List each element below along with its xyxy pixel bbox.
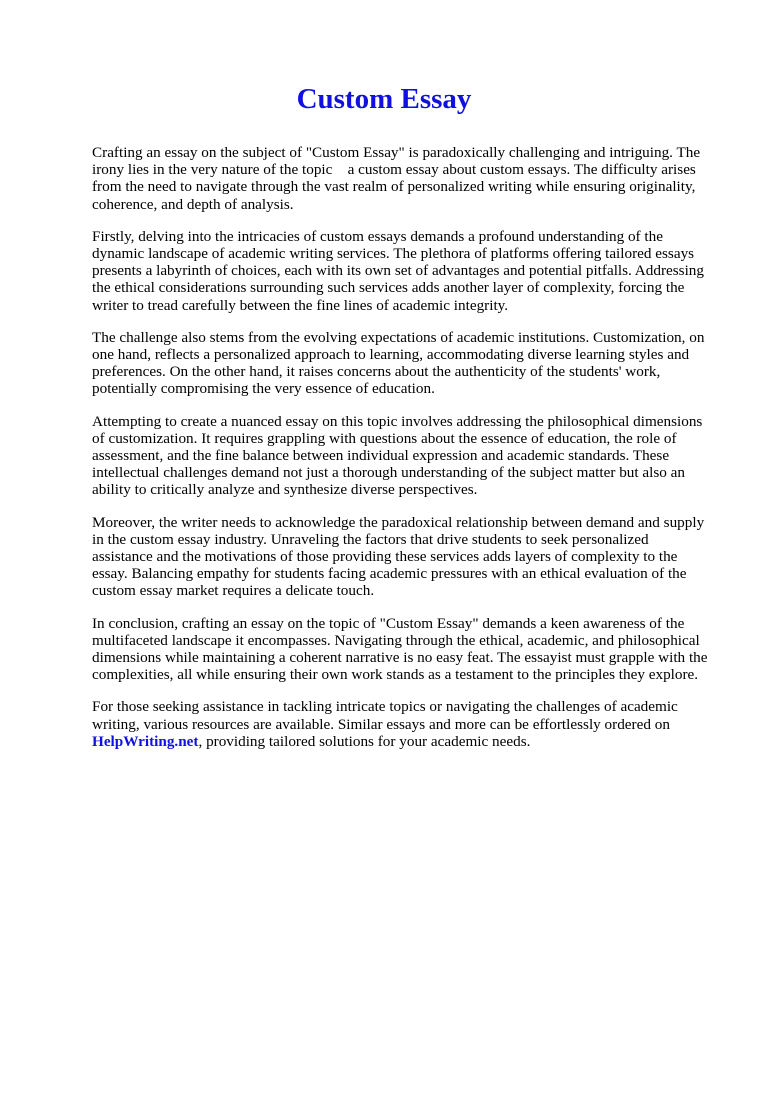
essay-body bbox=[92, 144, 720, 750]
essay-paragraph-6: In conclusion, crafting an essay on the topic of "Custom Essay" demands a keen awareness of the multifaceted landscape it encompasses. Navigating through the ethical, academic, and philosophical dimensions while maintaining a coherent narrative is no easy feat. The essayist must grapple with the complexities, all while ensuring their own work stands as a testament to the principles they explore. bbox=[92, 614, 708, 684]
closing-text-before-link: For those seeking assistance in tackling intricate topics or navigating the challenges of academic writing, various resources are available. Similar essays and more can be effortlessly ordered on bbox=[92, 698, 678, 733]
essay-paragraph-5: Moreover, the writer needs to acknowledge the paradoxical relationship between demand and supply in the custom essay industry. Unraveling the factors that drive students to seek personalized assistance and the motivations of those providing these services adds layers of complexity to the essay. Balancing empathy for students facing academic pressures with an ethical evaluation of the custom essay market requires a delicate touch. bbox=[92, 513, 705, 600]
document-page bbox=[0, 82, 768, 1106]
essay-paragraph-1: Crafting an essay on the subject of "Custom Essay" is paradoxically challenging and intriguing. The irony lies in the very nature of the topic a custom essay about custom essays. The difficulty arises from the need to navigate through the vast realm of personalized writing while ensuring originality, coherence, and depth of analysis. bbox=[92, 144, 701, 213]
page-title: Custom Essay bbox=[296, 83, 472, 115]
helpwriting-link[interactable]: HelpWriting.net bbox=[92, 732, 199, 750]
essay-paragraph-4: Attempting to create a nuanced essay on this topic involves addressing the philosophical dimensions of customization. It requires grappling with questions about the essence of education, the role of assessment, and the fine balance between individual expression and academic standards. These intellectual challenges demand not just a thorough understanding of the subject matter but also an ability to critically analyze and synthesize diverse perspectives. bbox=[92, 412, 703, 499]
essay-paragraph-2: Firstly, delving into the intricacies of custom essays demands a profound understanding of the dynamic landscape of academic writing services. The plethora of platforms offering tailored essays presents a labyrinth of choices, each with its own set of advantages and potential pitfalls. Addressing the ethical considerations surrounding such services adds another layer of complexity, forcing the writer to tread carefully between the fine lines of academic integrity. bbox=[92, 227, 704, 314]
closing-text-after-link: , providing tailored solutions for your academic needs. bbox=[198, 732, 531, 750]
closing-paragraph bbox=[92, 698, 720, 750]
essay-paragraph-3: The challenge also stems from the evolving expectations of academic institutions. Customization, on one hand, reflects a personalized approach to learning, accommodating diverse learning styles and preferences. On the other hand, it raises concerns about the authenticity of the students' work, potentially compromising the very essence of education. bbox=[92, 328, 705, 398]
